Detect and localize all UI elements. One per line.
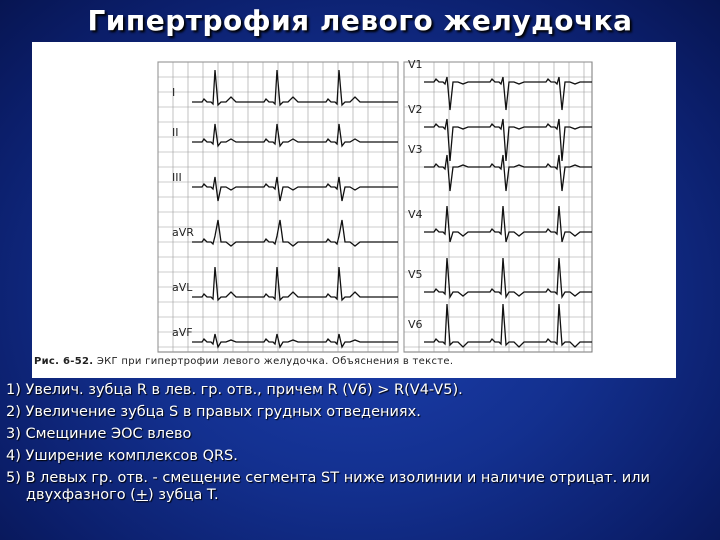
lead-label-avf: aVF [172, 326, 193, 339]
note-3: 3) Смещиние ЭОС влево [6, 426, 192, 442]
ecg-chart [32, 42, 676, 378]
lead-label-i: I [172, 86, 176, 99]
ecg-grid-limb-leads [158, 62, 398, 352]
lead-label-v1: V1 [408, 58, 423, 71]
chest-grid-frame [404, 62, 592, 352]
plus-minus-symbol: + [135, 487, 148, 503]
ecg-trace-i [192, 70, 398, 105]
note-5-end: ) зубца T. [148, 487, 219, 503]
lead-label-v4: V4 [408, 208, 423, 221]
ecg-traces [192, 70, 592, 347]
lead-label-ii: II [172, 126, 179, 139]
note-1: 1) Увелич. зубца R в лев. гр. отв., причем R (V6) > R(V4-V5). [6, 382, 463, 398]
slide-title: Гипертрофия левого желудочка [87, 4, 633, 37]
lead-label-v2: V2 [408, 103, 423, 116]
lead-label-avl: aVL [172, 281, 193, 294]
note-5-text: 5) В левых гр. отв. - смещение сегмента ST ниже изолинии и наличие отрицат. или двухфазного ( [6, 470, 650, 503]
lead-label-avr: aVR [172, 226, 194, 239]
notes-list [6, 382, 706, 509]
ecg-trace-ii [192, 124, 398, 146]
caption-text: ЭКГ при гипертрофии левого желудочка. Объяснения в тексте. [96, 356, 454, 367]
note-2: 2) Увеличение зубца S в правых грудных отведениях. [6, 404, 421, 420]
note-4: 4) Уширение комплексов QRS. [6, 448, 238, 464]
lead-label-iii: III [172, 171, 182, 184]
lead-label-v5: V5 [408, 268, 423, 281]
figure-caption [34, 356, 453, 367]
lead-label-v3: V3 [408, 143, 423, 156]
ecg-trace-avf [192, 334, 398, 347]
lead-label-v6: V6 [408, 318, 423, 331]
ecg-figure [32, 42, 676, 378]
note-5 [6, 470, 706, 504]
ecg-grid-chest-leads [404, 62, 592, 352]
caption-prefix: Рис. 6-52. [34, 356, 94, 367]
ecg-trace-iii [192, 177, 398, 201]
